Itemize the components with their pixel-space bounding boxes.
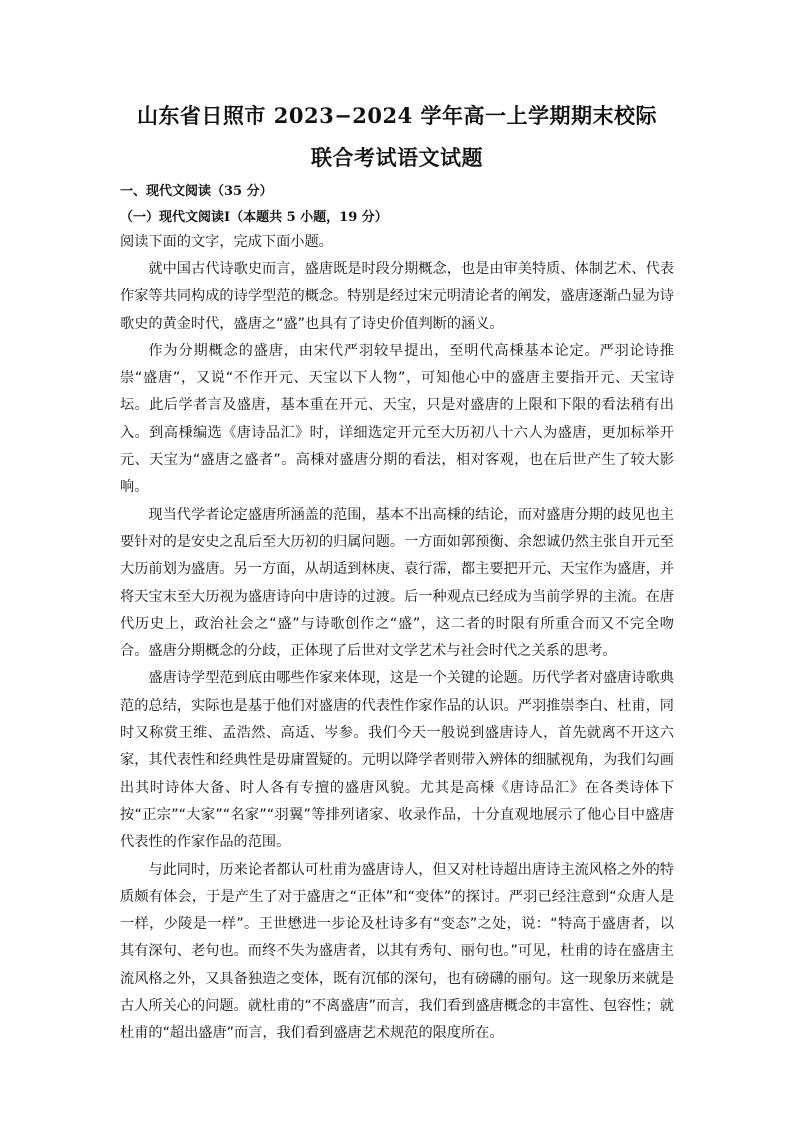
exam-title-line-2: 联合考试语文试题 <box>311 145 483 170</box>
subsection-heading: （一）现代文阅读Ⅰ（本题共 5 小题，19 分） <box>120 210 388 225</box>
passage-paragraph-1: 就中国古代诗歌史而言，盛唐既是时段分期概念，也是由审美特质、体制艺术、代表作家等共同构成的诗学型范的概念。特别是经过宋元明清论者的阐发，盛唐逐渐凸显为诗歌史的黄金时代，盛唐之“盛”也具有了诗史价值判断的涵义。 <box>120 261 674 332</box>
reading-instruction: 阅读下面的文字，完成下面小题。 <box>120 234 333 250</box>
passage-paragraph-4: 盛唐诗学型范到底由哪些作家来体现，这是一个关键的论题。历代学者对盛唐诗歌典范的总结，实际也是基于他们对盛唐的代表性作家作品的认识。严羽推崇李白、杜甫，同时又称赏王维、孟浩然、高适、岑参。我们今天一般说到盛唐诗人，首先就离不开这六家，其代表性和经典性是毋庸置疑的。元明以降学者则带入辨体的细腻视角，为我们勾画出其时诗体大备、时人各有专擅的盛唐风貌。尤其是高棅《唐诗品汇》在各类诗体下按“正宗”“大家”“名家”“羽翼”等排列诸家、收录作品，十分直观地展示了他心目中盛唐代表性的作家作品的范围。 <box>120 670 674 851</box>
section-heading: 一、现代文阅读（35 分） <box>120 184 273 199</box>
passage-paragraph-2: 作为分期概念的盛唐，由宋代严羽较早提出，至明代高棅基本论定。严羽论诗推崇“盛唐”，又说“不作开元、天宝以下人物”，可知他心中的盛唐主要指开元、天宝诗坛。此后学者言及盛唐，基本重在开元、天宝，只是对盛唐的上限和下限的看法稍有出入。到高棅编选《唐诗品汇》时，详细选定开元至大历初八十六人为盛唐，更加标举开元、天宝为“盛唐之盛者”。高棅对盛唐分期的看法，相对客观，也在后世产生了较大影响。 <box>120 342 674 496</box>
passage-paragraph-5: 与此同时，历来论者都认可杜甫为盛唐诗人，但又对杜诗超出唐诗主流风格之外的特质颇有体会，于是产生了对于盛唐之“正体”和“变体”的探讨。严羽已经注意到“众唐人是一样，少陵是一样”。王世懋进一步论及杜诗多有“变态”之处，说：“特高于盛唐者，以其有深句、老句也。而终不失为盛唐者，以其有秀句、丽句也。”可见，杜甫的诗在盛唐主流风格之外，又具备独造之变体，既有沉郁的深句，也有磅礴的丽句。这一现象历来就是古人所关心的问题。就杜甫的“不离盛唐”而言，我们看到盛唐概念的丰富性、包容性；就杜甫的“超出盛唐”而言，我们看到盛唐艺术规范的限度所在。 <box>120 861 674 1042</box>
reading-passage <box>120 256 674 1048</box>
passage-paragraph-3: 现当代学者论定盛唐所涵盖的范围，基本不出高棅的结论，而对盛唐分期的歧见也主要针对的是安史之乱后至大历初的归属问题。一方面如郭预衡、余恕诚仍然主张自开元至大历前划为盛唐。另一方面，从胡适到林庚、袁行霈，都主要把开元、天宝作为盛唐，并将天宝末至大历视为盛唐诗向中唐诗的过渡。后一种观点已经成为当前学界的主流。在唐代历史上，政治社会之“盛”与诗歌创作之“盛”，这二者的时限有所重合而又不完全吻合。盛唐分期概念的分歧，正体现了后世对文学艺术与社会时代之关系的思考。 <box>120 506 674 660</box>
exam-title-line-1: 山东省日照市 2023−2024 学年高一上学期期末校际 <box>136 103 658 128</box>
